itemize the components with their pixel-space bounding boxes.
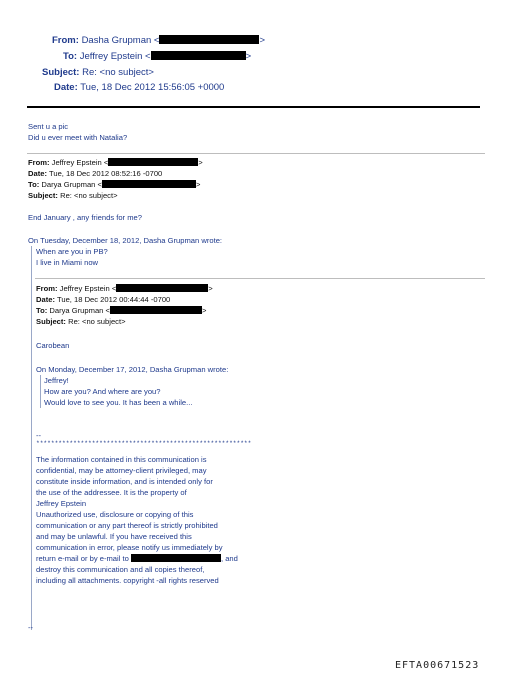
top-from-row [52,35,265,46]
wrote2-line2: How are you? And where are you? [44,387,161,396]
disclaimer-line: communication in error, please notify us immediately by [36,543,223,552]
top-date-row [54,82,224,93]
wrote2-line3: Would love to see you. It has been a while... [44,398,193,407]
disclaimer-line: Unauthorized use, disclosure or copying of this [36,510,194,519]
quote1-from-value: Jeffrey Epstein < [51,158,109,167]
disclaimer-line: confidential, may be attorney-client privileged, may [36,466,207,475]
quote2-subject-label: Subject: [36,317,66,326]
quote1-subject-row [28,190,118,201]
message3-line1: Carobean [36,341,70,350]
top-to-end: > [245,51,252,62]
quote2-subject-row [36,316,126,327]
quote2-divider [35,278,485,279]
wrote2-attribution: On Monday, December 17, 2012, Dasha Grupman wrote: [36,365,229,374]
top-from-label: From: [52,35,79,46]
quote2-to-row [36,305,206,316]
wrote1-attribution: On Tuesday, December 18, 2012, Dasha Grupman wrote: [28,236,223,245]
quote1-date-label: Date: [28,169,47,178]
quote2-date-row [36,294,170,305]
quote1-date-value: Tue, 18 Dec 2012 08:52:16 -0700 [48,169,163,178]
signature-stars: ********************************************************** [36,440,252,447]
quote1-to-row [28,179,200,190]
message1-line2: Did u ever meet with Natalia? [28,133,128,142]
quote-bar-outer [31,246,32,630]
top-from-value: Dasha Grupman < [81,35,160,46]
top-to-label: To: [63,51,78,62]
header-divider [27,106,480,108]
top-date-value: Tue, 18 Dec 2012 15:56:05 +0000 [80,82,225,93]
disclaimer-line: the use of the addressee. It is the property of [36,488,187,497]
quote-bar-inner [40,375,41,408]
quote1-from-label: From: [28,158,50,167]
disclaimer-line: return e-mail or by e-mail to [36,554,129,563]
disclaimer-line: The information contained in this communication is [36,455,207,464]
quote1-subject-value: Re: <no subject> [60,191,118,200]
quote1-to-value: Darya Grupman < [41,180,102,189]
disclaimer-email-row [36,553,238,564]
wrote2-line1: Jeffrey! [44,376,69,385]
wrote1-line2: I live in Miami now [36,258,99,267]
quote2-from-end: > [208,284,213,293]
bottom-dashes: -- [28,623,34,632]
quote2-to-end: > [201,306,207,315]
wrote1-line1: When are you in PB? [36,247,108,256]
disclaimer-line: and may be unlawful. If you have received this [36,532,192,541]
top-subject-value: Re: <no subject> [82,67,154,78]
top-to-value: Jeffrey Epstein < [79,51,151,62]
quote1-from-row [28,157,203,168]
disclaimer-line: communication or any part thereof is strictly prohibited [36,521,218,530]
redaction-block [116,284,208,292]
quote1-from-end: > [198,158,203,167]
quote2-from-value: Jeffrey Epstein < [59,284,117,293]
disclaimer-line: Jeffrey Epstein [36,499,87,508]
redaction-block [151,51,246,60]
redaction-block [108,158,198,166]
quote2-to-label: To: [36,306,48,315]
redaction-block [102,180,196,188]
message1-line1: Sent u a pic [28,122,69,131]
top-subject-row [42,67,154,78]
quote1-date-row [28,168,162,179]
disclaimer-line: destroy this communication and all copies thereof, [36,565,205,574]
top-subject-label: Subject: [42,67,80,78]
quote1-to-label: To: [28,180,40,189]
redaction-block [131,554,221,562]
quote2-subject-value: Re: <no subject> [68,317,126,326]
quote2-from-row [36,283,213,294]
disclaimer-line: including all attachments. copyright -all rights reserved [36,576,219,585]
disclaimer-line: constitute inside information, and is intended only for [36,477,213,486]
quote2-to-value: Darya Grupman < [49,306,110,315]
redaction-block [110,306,202,314]
document-id: EFTA00671523 [395,660,480,671]
redaction-block [159,35,259,44]
quote1-subject-label: Subject: [28,191,58,200]
quote2-date-label: Date: [36,295,55,304]
quote1-to-end: > [195,180,201,189]
top-date-label: Date: [54,82,78,93]
disclaimer-and: , and [220,554,238,563]
top-from-end: > [259,35,266,46]
signature-dashes: -- [36,431,42,440]
quote2-from-label: From: [36,284,58,293]
top-to-row [63,51,251,62]
message2-line1: End January , any friends for me? [28,213,142,222]
quote1-divider [27,153,485,154]
quote2-date-value: Tue, 18 Dec 2012 00:44:44 -0700 [56,295,171,304]
